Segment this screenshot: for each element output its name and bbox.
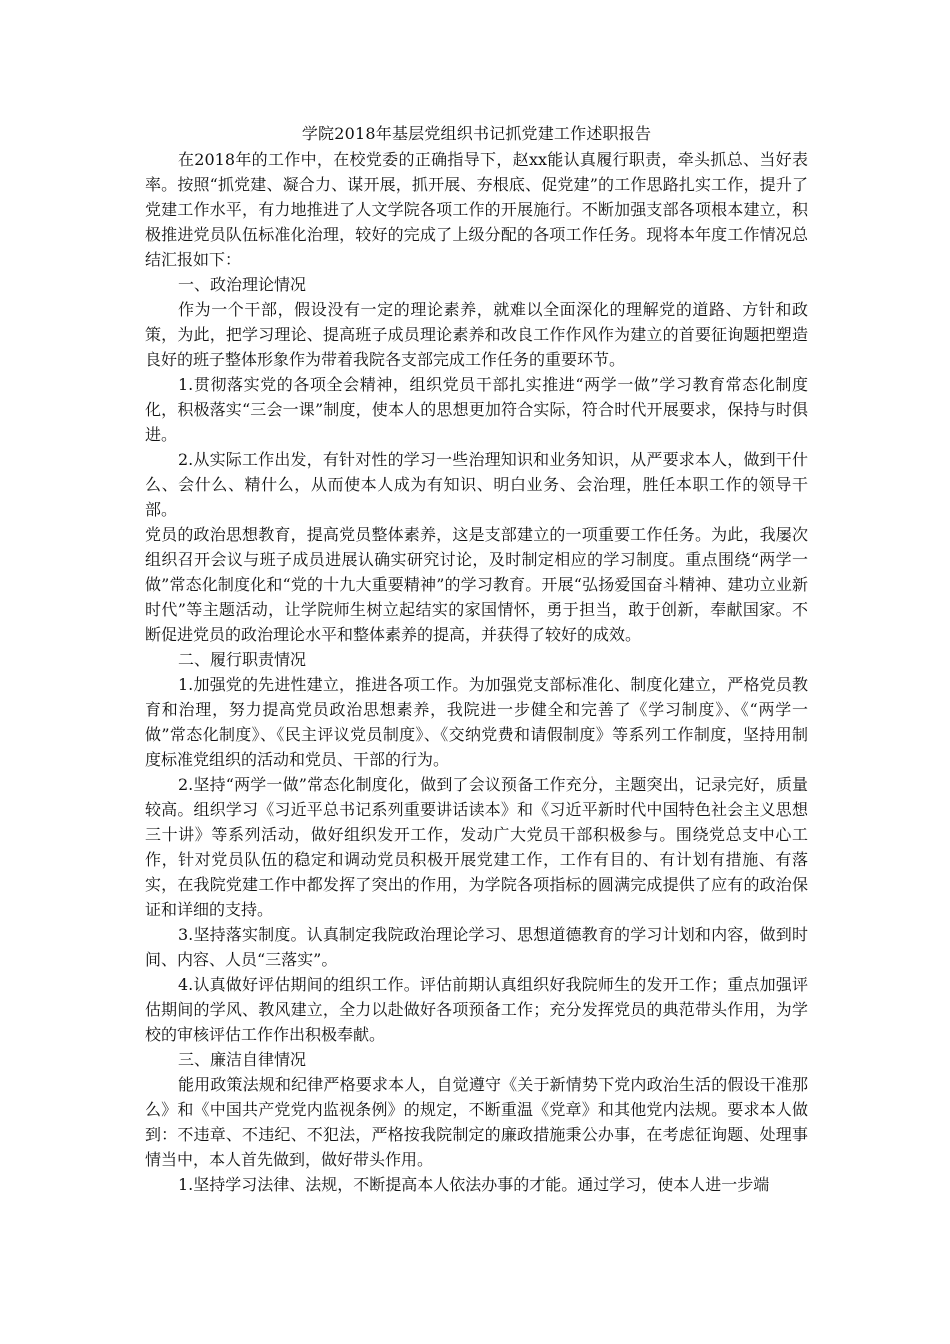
document-title: 学院2018年基层党组织书记抓党建工作述职报告 (301, 124, 652, 143)
paragraph: 1.加强党的先进性建立，推进各项工作。为加强党支部标准化、制度化建立，严格党员教育和治理，努力提高党员政治思想素养，我院进一步健全和完善了《学习制度》、《“两学一做”常态化制度》、《民主评议党员制度》、《交纳党费和请假制度》等系列工作制度，坚持用制度标准党组织的活动和党员、干部的行为。 (145, 675, 808, 769)
paragraph: 2.坚持“两学一做”常态化制度化，做到了会议预备工作充分，主题突出，记录完好，质量较高。组织学习《习近平总书记系列重要讲话读本》和《习近平新时代中国特色社会主义思想三十讲》等系列活动，做好组织发开工作，发动广大党员干部积极参与。围绕党总支中心工作，针对党员队伍的稳定和调动党员积极开展党建工作，工作有目的、有计划有措施、有落实，在我院党建工作中都发挥了突出的作用，为学院各项指标的圆满完成提供了应有的政治保证和详细的支持。 (145, 775, 808, 919)
section-heading-integrity: 三、廉洁自律情况 (178, 1050, 307, 1069)
paragraph: 4.认真做好评估期间的组织工作。评估前期认真组织好我院师生的发开工作；重点加强评估期间的学风、教风建立，全力以赴做好各项预备工作；充分发挥党员的典范带头作用，为学校的审核评估工作作出积极奉献。 (145, 975, 808, 1044)
paragraph: 能用政策法规和纪律严格要求本人，自觉遵守《关于新情势下党内政治生活的假设干准那么》和《中国共产党党内监视条例》的规定，不断重温《党章》和其他党内法规。要求本人做到：不违章、不违纪、不犯法，严格按我院制定的廉政措施秉公办事，在考虑征询题、处理事情当中，本人首先做到，做好带头作用。 (145, 1075, 808, 1169)
intro-paragraph: 在2018年的工作中，在校党委的正确指导下，赵xx能认真履行职责，牵头抓总、当好表率。按照“抓党建、凝合力、谋开展，抓开展、夯根底、促党建”的工作思路扎实工作，提升了党建工作水平，有力地推进了人文学院各项工作的开展施行。不断加强支部各项根本建立，积极推进党员队伍标准化治理，较好的完成了上级分配的各项工作任务。现将本年度工作情况总结汇报如下： (145, 150, 808, 269)
paragraph: 1.贯彻落实党的各项全会精神，组织党员干部扎实推进“两学一做”学习教育常态化制度化，积极落实“三会一课”制度，使本人的思想更加符合实际，符合时代开展要求，保持与时俱进。 (145, 375, 808, 444)
document-page (145, 121, 808, 1197)
paragraph: 1.坚持学习法律、法规，不断提高本人依法办事的才能。通过学习，使本人进一步端 (178, 1175, 770, 1194)
paragraph: 2.从实际工作出发，有针对性的学习一些治理知识和业务知识，从严要求本人，做到干什么、会什么、精什么，从而使本人成为有知识、明白业务、会治理，胜任本职工作的领导干部。 (145, 450, 808, 519)
paragraph: 3.坚持落实制度。认真制定我院政治理论学习、思想道德教育的学习计划和内容，做到时间、内容、人员“三落实”。 (145, 925, 808, 969)
paragraph: 作为一个干部，假设没有一定的理论素养，就难以全面深化的理解党的道路、方针和政策，为此，把学习理论、提高班子成员理论素养和改良工作作风作为建立的首要征询题把塑造良好的班子整体形象作为带着我院各支部完成工作任务的重要环节。 (145, 300, 808, 369)
paragraph: 党员的政治思想教育，提高党员整体素养，这是支部建立的一项重要工作任务。为此，我屡次组织召开会议与班子成员进展认确实研究讨论，及时制定相应的学习制度。重点围绕“两学一做”常态化制度化和“党的十九大重要精神”的学习教育。开展“弘扬爱国奋斗精神、建功立业新时代”等主题活动，让学院师生树立起结实的家国情怀，勇于担当，敢于创新，奉献国家。不断促进党员的政治理论水平和整体素养的提高，并获得了较好的成效。 (145, 525, 808, 644)
section-heading-political-theory: 一、政治理论情况 (178, 275, 307, 294)
section-heading-duties: 二、履行职责情况 (178, 650, 307, 669)
